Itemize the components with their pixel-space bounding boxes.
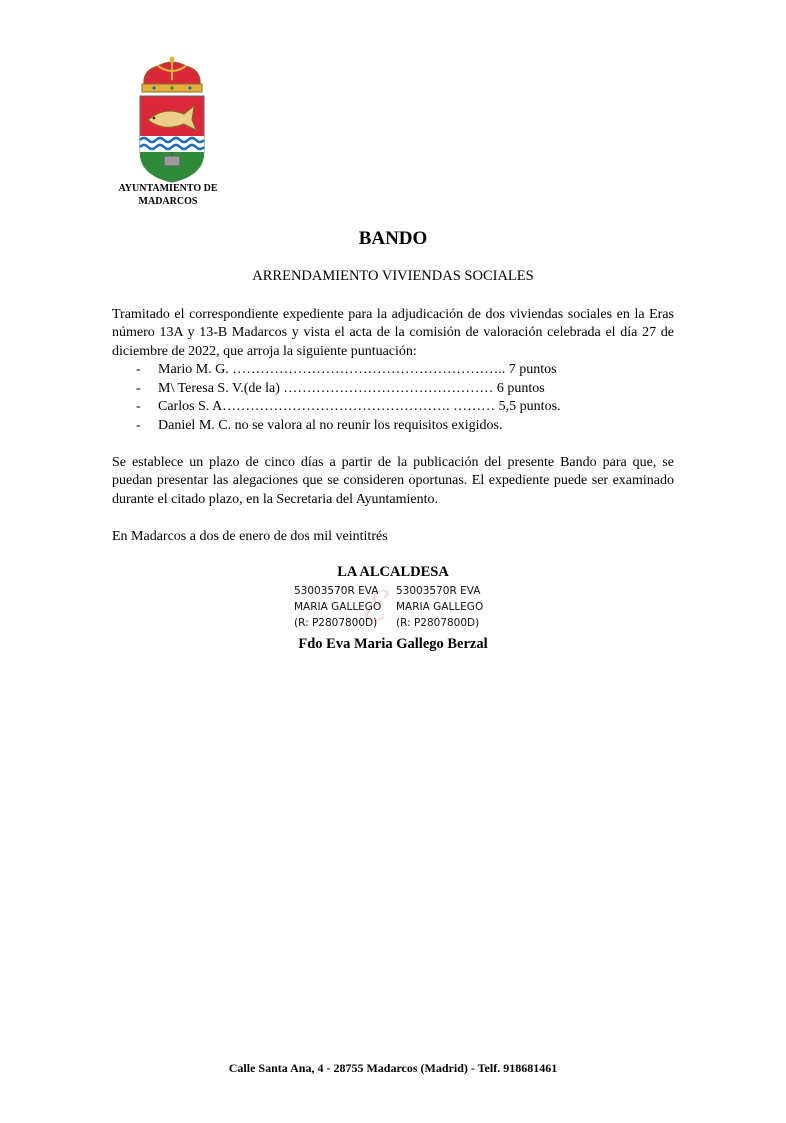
signature-name-line: MARIA GALLEGO bbox=[396, 601, 484, 613]
coat-of-arms-icon bbox=[134, 56, 210, 184]
deadline-paragraph: Se establece un plazo de cinco días a partir de la publicación del presente Bando para que, se puedan presentar las alegaciones que se consideren oportunas. El expediente puede ser examinado durante el citado plazo, en la Secretaria del Ayuntamiento. bbox=[112, 455, 674, 507]
signatory-role: LA ALCALDESA bbox=[337, 564, 449, 580]
list-item bbox=[112, 380, 674, 399]
signature-id-line: 53003570R EVA bbox=[396, 585, 481, 597]
signature-stamp-icon: ℰ bbox=[360, 582, 386, 631]
signature-ref-line: (R: P2807800D) bbox=[396, 617, 480, 629]
signer-name: Fdo Eva Maria Gallego Berzal bbox=[298, 636, 488, 652]
footer-address: Calle Santa Ana, 4 - 28755 Madarcos (Madrid) - Telf. 918681461 bbox=[228, 1061, 558, 1075]
list-item-text: Carlos S. A…………………………………………. ……… 5,5 puntos. bbox=[158, 399, 561, 414]
signature-name-line: MARIA GALLEGO bbox=[294, 601, 382, 613]
digital-signature-left bbox=[294, 583, 381, 631]
crown-icon bbox=[142, 57, 202, 93]
list-item-text: Daniel M. C. no se valora al no reunir los requisitos exigidos. bbox=[158, 417, 503, 433]
document-title: BANDO bbox=[358, 228, 428, 249]
signature-ref-line: (R: P2807800D) bbox=[294, 617, 378, 629]
digital-signature-right bbox=[396, 583, 483, 631]
signature-id-line: 53003570R EVA bbox=[294, 585, 379, 597]
list-bullet: - bbox=[136, 362, 141, 377]
list-bullet: - bbox=[136, 399, 141, 414]
date-line: En Madarcos a dos de enero de dos mil veintitrés bbox=[112, 529, 388, 544]
municipality-name bbox=[104, 182, 232, 208]
score-list bbox=[112, 361, 674, 435]
document-subtitle: ARRENDAMIENTO VIVIENDAS SOCIALES bbox=[252, 268, 534, 284]
list-bullet: - bbox=[136, 417, 141, 433]
entity-line-1: AYUNTAMIENTO DE bbox=[118, 183, 218, 194]
list-bullet: - bbox=[136, 380, 141, 396]
entity-line-2: MADARCOS bbox=[138, 196, 198, 207]
list-item bbox=[112, 398, 674, 417]
list-item-text: M\ Teresa S. V.(de la) ……………………………………… 6 puntos bbox=[158, 380, 545, 396]
list-item bbox=[112, 361, 674, 380]
intro-paragraph: Tramitado el correspondiente expediente para la adjudicación de dos viviendas sociales en la Eras número 13A y 13-B Madarcos y vista el acta de la comisión de valoración celebrada el día 27 de diciembre de 2022, que arroja la siguiente puntuación: bbox=[112, 307, 674, 359]
list-item bbox=[112, 417, 674, 436]
list-item-text: Mario M. G. ………………………………………………….. 7 puntos bbox=[158, 362, 557, 377]
